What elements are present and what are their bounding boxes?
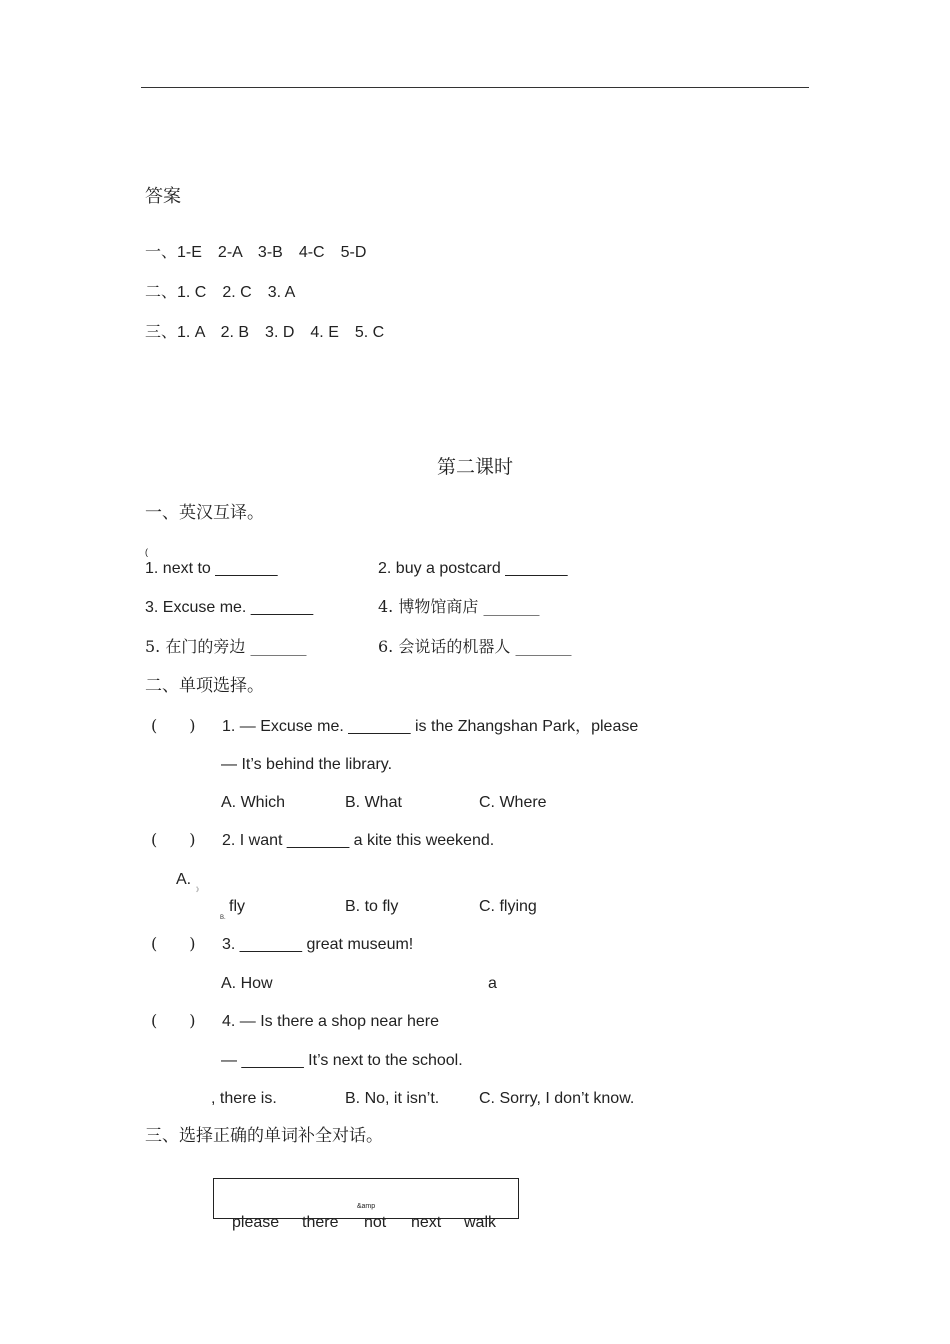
q1-option-b: B. What (345, 794, 402, 811)
q3-option-a: A. How (221, 975, 273, 992)
answer-row-1-num: 一、 (145, 242, 178, 261)
q1-stem: 1. — Excuse me. _______ is the Zhangshan Park，please (222, 718, 639, 735)
q1-paren: ( ) (151, 716, 196, 735)
translate-item-4: 4. 博物馆商店 _______ (378, 597, 540, 616)
answer-row-1 (145, 242, 366, 263)
q2-option-b: B. to fly (345, 898, 399, 915)
translate-item-3: 3. Excuse me. _______ (145, 599, 314, 616)
q4-option-b: B. No, it isn’t. (345, 1090, 440, 1107)
part2-heading: 二、单项选择。 (145, 676, 264, 696)
translate-item-5: 5. 在门的旁边 _______ (145, 637, 307, 656)
translate-item-2: 2. buy a postcard _______ (378, 560, 568, 577)
answer-row-2 (145, 282, 295, 303)
translate-item-1: 1. next to _______ (145, 560, 278, 577)
stray-mark: ( (145, 547, 148, 557)
q1-reply: — It’s behind the library. (221, 756, 393, 773)
q4-paren: ( ) (151, 1011, 196, 1030)
word-bank-word-please: please (232, 1214, 280, 1231)
answer-row-3-num: 三、 (145, 322, 178, 341)
lesson-title: 第二课时 (436, 456, 513, 478)
q4-stem: 4. — Is there a shop near here (222, 1013, 440, 1030)
q4-option-c: C. Sorry, I don’t know. (479, 1090, 635, 1107)
translate-item-6: 6. 会说话的机器人 _______ (378, 637, 572, 656)
word-bank-word-there: there (302, 1214, 339, 1231)
part1-heading: 一、英汉互译。 (145, 503, 264, 523)
answer-row-3-text: 1. A 2. B 3. D 4. E 5. C (177, 324, 385, 341)
q2-tiny-mark-2: B. (220, 915, 226, 921)
word-bank-word-not: not (364, 1214, 387, 1231)
q2-paren: ( ) (151, 830, 196, 849)
q4-option-a-fragment: , there is. (211, 1090, 277, 1107)
q4-reply: — _______ It’s next to the school. (221, 1052, 463, 1069)
answer-row-1-text: 1-E 2-A 3-B 4-C 5-D (177, 244, 367, 261)
q2-tiny-mark-1: 》 (196, 888, 203, 894)
q3-option-b-fragment: a (488, 975, 497, 992)
q2-stem: 2. I want _______ a kite this weekend. (222, 832, 495, 849)
part3-heading: 三、选择正确的单词补全对话。 (145, 1126, 383, 1146)
q3-paren: ( ) (151, 934, 196, 953)
word-bank-word-walk: walk (464, 1214, 497, 1231)
q3-stem: 3. _______ great museum! (222, 936, 414, 953)
header-rule (141, 87, 809, 88)
q2-option-a-text: fly (229, 898, 245, 915)
q1-option-a: A. Which (221, 794, 286, 811)
word-bank-word-next: next (411, 1214, 442, 1231)
q2-option-c: C. flying (479, 898, 537, 915)
answer-row-2-num: 二、 (145, 282, 178, 301)
answer-row-3 (145, 322, 384, 343)
q2-option-a-label: A. (176, 871, 192, 888)
q1-option-c: C. Where (479, 794, 547, 811)
answers-heading: 答案 (145, 186, 181, 207)
answer-row-2-text: 1. C 2. C 3. A (177, 284, 296, 301)
word-bank-stray-text: &amp (356, 1203, 376, 1210)
